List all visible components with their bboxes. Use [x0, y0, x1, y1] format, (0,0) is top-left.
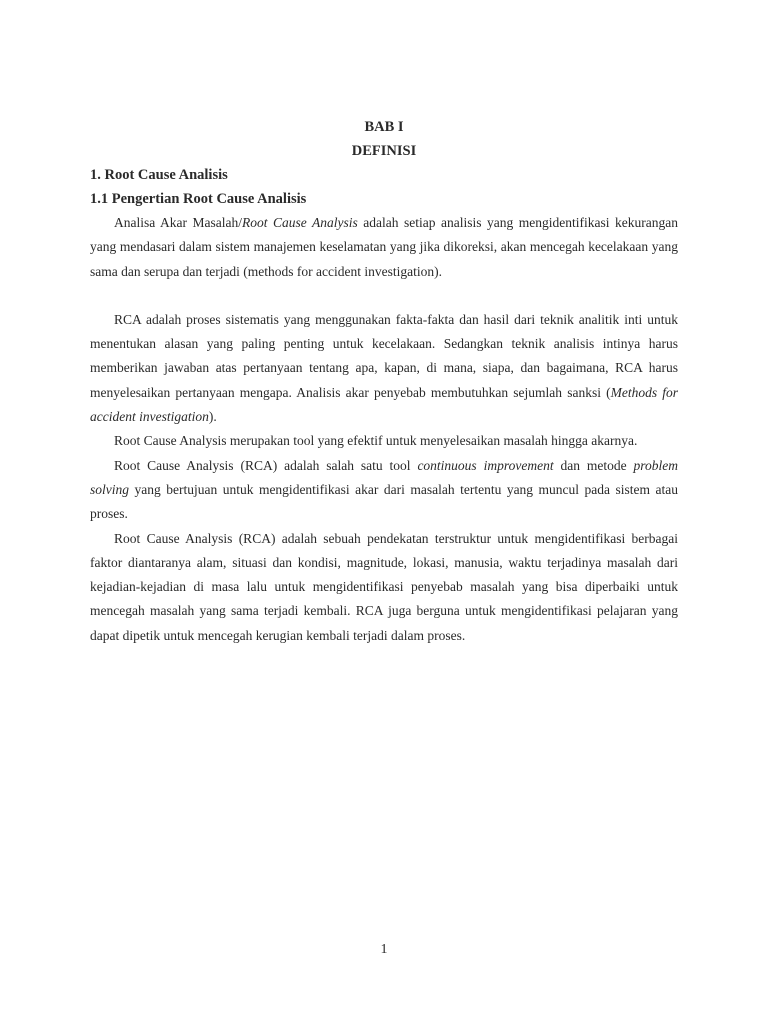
italic-term: continuous improvement [417, 457, 554, 473]
paragraph-rca-process [90, 308, 678, 429]
chapter-title: DEFINISI [351, 143, 417, 159]
subsection-heading: 1.1 Pengertian Root Cause Analisis [90, 191, 307, 207]
italic-term: Methods for accident investigation [90, 384, 678, 425]
chapter-number: BAB I [364, 119, 404, 135]
paragraph-rca-approach: Root Cause Analysis (RCA) adalah sebuah pendekatan terstruktur untuk mengidentifikasi berbagai faktor diantaranya alam, situasi dan kondisi, magnitude, lokasi, manusia, waktu terjadinya masalah dari kejadian-kejadian di masa lalu untuk mengidentifikasi penyebab masalah yang bisa diperbaiki untuk mencegah masalah yang sama terjadi kembali. RCA juga berguna untuk mengidentifikasi pelajaran yang dapat dipetik untuk mencegah kerugian kembali terjadi dalam proses. [90, 530, 678, 643]
section-heading: 1. Root Cause Analisis [90, 167, 228, 183]
paragraph-definition [90, 211, 678, 284]
paragraph-text: yang bertujuan untuk mengidentifikasi akar dari masalah tertentu yang muncul pada sistem atau proses. [90, 481, 678, 522]
page-number: 1 [380, 942, 388, 957]
paragraph-text: ). [208, 409, 217, 425]
page-content [90, 115, 678, 648]
paragraph-rca-tool: Root Cause Analysis merupakan tool yang efektif untuk menyelesaikan masalah hingga akarnya. [114, 433, 638, 449]
paragraph-gap [90, 284, 678, 308]
paragraph-text: Root Cause Analysis (RCA) adalah salah satu tool [114, 457, 418, 473]
paragraph-text: dan metode [553, 457, 634, 473]
paragraph-text: RCA adalah proses sistematis yang menggunakan fakta-fakta dan hasil dari teknik analitik inti untuk menentukan alasan yang paling penting untuk kecelakaan. Sedangkan teknik analisis intinya harus memberikan jawaban atas pertanyaan tentang apa, kapan, di mana, siapa, dan bagaimana, RCA harus menyelesaikan pertanyaan mengapa. Analisis akar penyebab membutuhkan sejumlah sanksi ( [90, 311, 678, 400]
paragraph-rca-improvement [90, 454, 678, 527]
italic-term: problem solving [90, 457, 679, 497]
italic-term: Root Cause Analysis [242, 215, 358, 230]
paragraph-text: adalah setiap analisis yang mengidentifikasi kekurangan yang mendasari dalam sistem manajemen keselamatan yang jika dikoreksi, akan mencegah kecelakaan yang sama dan serupa dan terjadi (methods for accident investigation). [90, 215, 678, 279]
paragraph-text: Analisa Akar Masalah/ [114, 215, 242, 230]
